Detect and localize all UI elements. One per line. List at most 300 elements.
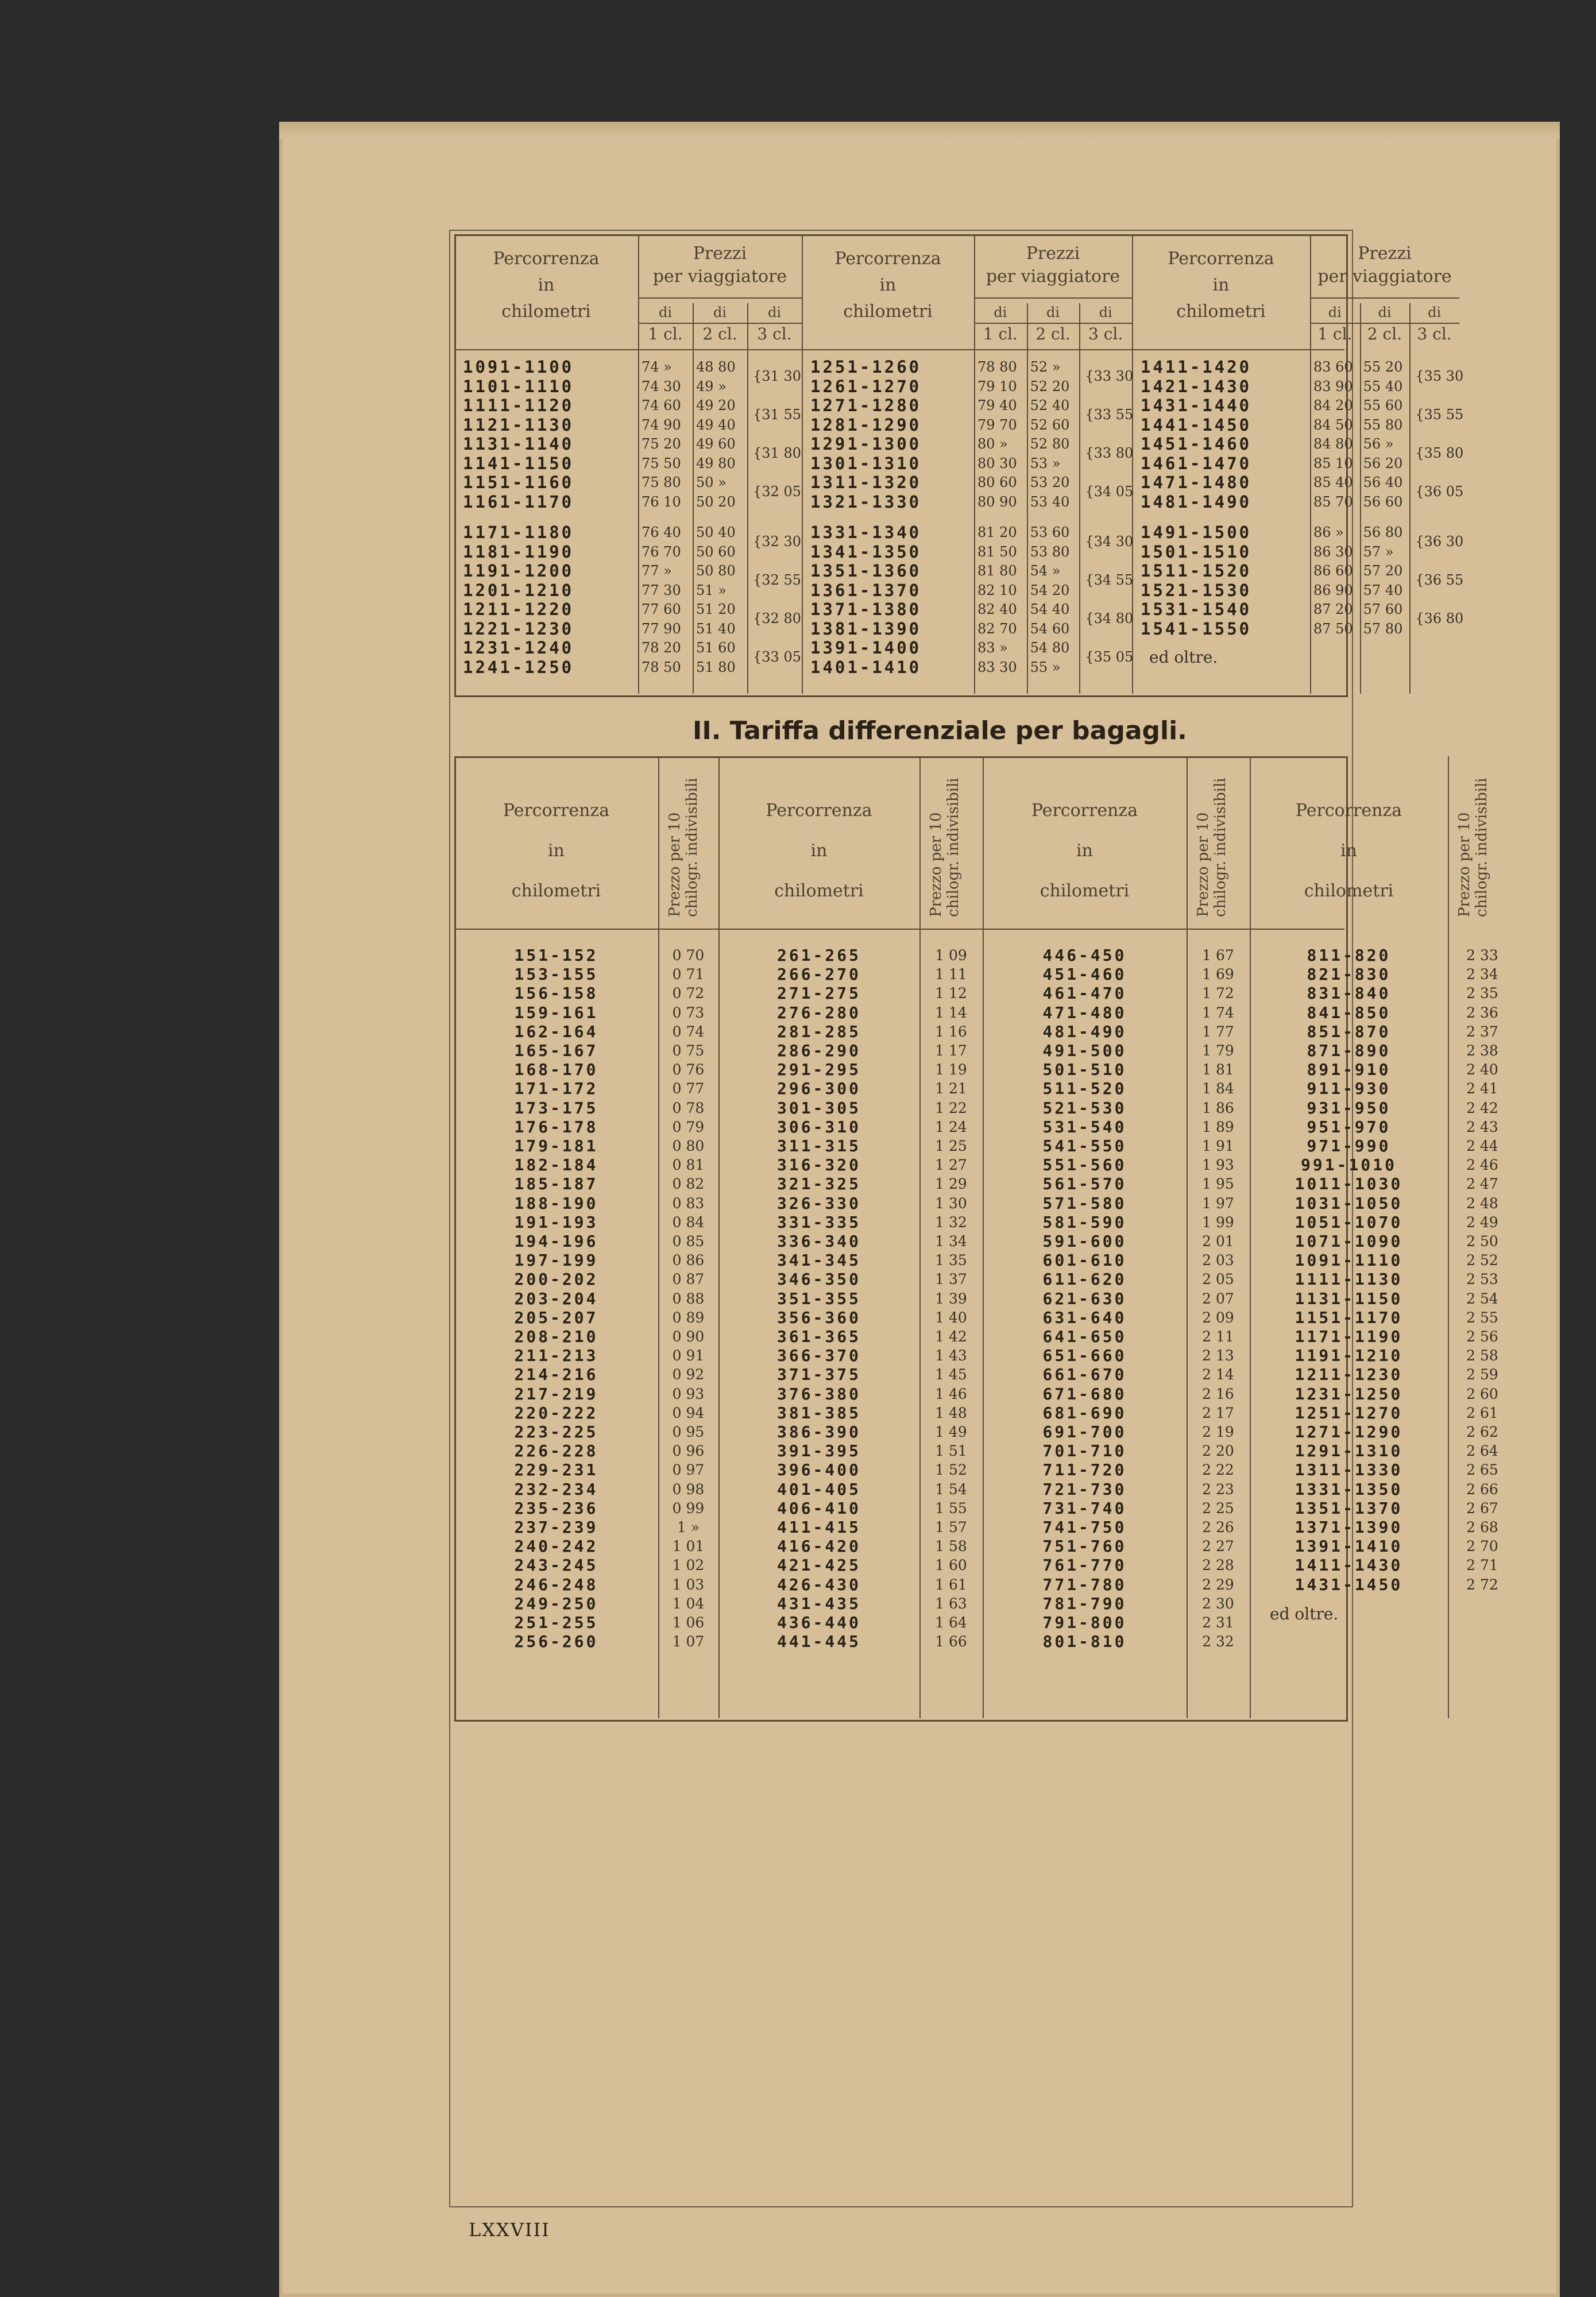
table2-route-range: 691-700 bbox=[1042, 1422, 1127, 1441]
table1-price-header: Prezzi per viaggiatore bbox=[652, 243, 787, 287]
table2-route-range: 601-610 bbox=[1042, 1251, 1127, 1270]
table2-price: 0 85 bbox=[672, 1233, 705, 1250]
table2-price: 2 68 bbox=[1466, 1519, 1498, 1536]
table2-route-range: 611-620 bbox=[1042, 1270, 1127, 1289]
table2-route-range: 821-830 bbox=[1307, 965, 1391, 984]
table2-route-range: 441-445 bbox=[776, 1632, 861, 1652]
table2-price: 0 83 bbox=[672, 1194, 705, 1212]
table2-price: 0 77 bbox=[672, 1080, 705, 1097]
table2-route-range: 991-1010 bbox=[1301, 1155, 1397, 1175]
table2-price: 1 32 bbox=[935, 1213, 967, 1231]
table2-route-range: 156-158 bbox=[514, 984, 598, 1003]
table2-route-range: 771-780 bbox=[1042, 1575, 1127, 1594]
table2-price: 0 87 bbox=[672, 1271, 705, 1288]
table1-first-class-fare: 82 70 bbox=[977, 620, 1017, 637]
table1-route-range: 1471-1480 bbox=[1141, 473, 1252, 492]
table1-second-class-fare: 53 80 bbox=[1030, 543, 1070, 560]
table2-route-range: 205-207 bbox=[514, 1308, 598, 1327]
table2-price: 2 55 bbox=[1466, 1309, 1498, 1326]
table2-price: 1 29 bbox=[935, 1175, 967, 1193]
table2-route-range: 203-204 bbox=[514, 1289, 598, 1308]
table2-route-range: 159-161 bbox=[514, 1003, 598, 1022]
table2-price: 2 26 bbox=[1202, 1519, 1234, 1536]
table2-price: 1 63 bbox=[935, 1595, 967, 1612]
table1-second-class-fare: 52 80 bbox=[1030, 436, 1070, 452]
table1-price-header: Prezzi per viaggiatore bbox=[986, 243, 1120, 287]
table2-route-range: 1371-1390 bbox=[1294, 1518, 1403, 1537]
table2-price: 0 84 bbox=[672, 1213, 705, 1231]
table2-price: 2 64 bbox=[1466, 1443, 1498, 1460]
table2-price: 2 32 bbox=[1202, 1633, 1234, 1650]
table2-price: 1 12 bbox=[935, 985, 967, 1002]
table1-route-range: 1131-1140 bbox=[463, 434, 574, 454]
table2-route-range: 311-315 bbox=[776, 1136, 861, 1155]
table1-route-range: 1431-1440 bbox=[1141, 396, 1252, 415]
table2-price: 1 66 bbox=[935, 1633, 967, 1650]
table1-route-range: 1331-1340 bbox=[810, 523, 922, 542]
table1-first-class-fare: 75 50 bbox=[642, 455, 681, 471]
table1-first-class-fare: 74 30 bbox=[642, 378, 681, 395]
table1-first-class-fare: 74 90 bbox=[642, 416, 681, 433]
table2-route-range: 266-270 bbox=[776, 965, 861, 984]
page-number: LXXVIII bbox=[469, 2219, 550, 2241]
table2-route-range: 226-228 bbox=[514, 1441, 598, 1461]
table2-price: 2 34 bbox=[1466, 966, 1498, 983]
table2-route-range: 791-800 bbox=[1042, 1613, 1127, 1632]
table2-route-range: 891-910 bbox=[1307, 1060, 1391, 1080]
table1-first-class-fare: 78 20 bbox=[642, 640, 681, 656]
table2-route-range: 376-380 bbox=[776, 1384, 861, 1403]
table2-price: 1 64 bbox=[935, 1614, 967, 1631]
table1-first-class-fare: 78 80 bbox=[977, 359, 1017, 375]
table2-price: 0 97 bbox=[672, 1461, 705, 1479]
table2-route-range: 208-210 bbox=[514, 1327, 598, 1346]
table1-third-class-fare: {32 55 bbox=[753, 572, 801, 588]
table2-route-range: 751-760 bbox=[1042, 1537, 1127, 1556]
table2-price: 1 42 bbox=[935, 1328, 967, 1345]
table1-first-class-fare: 86 90 bbox=[1313, 582, 1353, 598]
table1-third-class-fare: {35 55 bbox=[1415, 407, 1464, 423]
table2-price: 1 93 bbox=[1202, 1157, 1234, 1174]
table1-second-class-fare: 51 60 bbox=[696, 640, 736, 656]
table1-third-class-fare: {34 55 bbox=[1085, 572, 1134, 588]
table1-first-class-fare: 78 50 bbox=[642, 659, 681, 675]
table2-price: 1 45 bbox=[935, 1366, 967, 1383]
table2-price-header: Prezzo per 10 chilogr. indivisibili bbox=[928, 778, 962, 917]
book-page bbox=[279, 122, 1560, 2297]
table2-route-range: 331-335 bbox=[776, 1212, 861, 1232]
table2-price: 2 36 bbox=[1466, 1004, 1498, 1021]
table1-second-class-fare: 55 80 bbox=[1363, 416, 1403, 433]
table2-route-range: 336-340 bbox=[776, 1232, 861, 1251]
table2-price: 0 99 bbox=[672, 1499, 705, 1517]
table2-route-range: 541-550 bbox=[1042, 1136, 1127, 1155]
table2-price-header: Prezzo per 10 chilogr. indivisibili bbox=[1195, 778, 1229, 917]
table2-route-range: 153-155 bbox=[514, 965, 598, 984]
table2-route-range: 194-196 bbox=[514, 1232, 598, 1251]
table2-price: 0 76 bbox=[672, 1061, 705, 1078]
table1-route-range: 1311-1320 bbox=[810, 473, 922, 492]
table1-route-range: 1261-1270 bbox=[810, 376, 922, 396]
table1-second-class-fare: 52 40 bbox=[1030, 397, 1070, 413]
table1-second-class-fare: 54 80 bbox=[1030, 640, 1070, 656]
table2-price: 2 01 bbox=[1202, 1233, 1234, 1250]
table1-second-class-fare: 56 80 bbox=[1363, 524, 1403, 540]
table2-route-range: 781-790 bbox=[1042, 1594, 1127, 1613]
table1-route-range: 1481-1490 bbox=[1141, 492, 1252, 512]
table1-second-class-fare: 51 40 bbox=[696, 620, 736, 637]
table2-price: 1 79 bbox=[1202, 1042, 1234, 1059]
table2-route-range: 229-231 bbox=[514, 1460, 598, 1480]
table2-route-range: 1011-1030 bbox=[1294, 1174, 1403, 1194]
table2-route-range: 1151-1170 bbox=[1294, 1308, 1403, 1327]
table2-route-range: 621-630 bbox=[1042, 1289, 1127, 1308]
table2-route-range: 366-370 bbox=[776, 1346, 861, 1366]
table2-route-range: 1271-1290 bbox=[1294, 1422, 1403, 1441]
table2-price: 1 77 bbox=[1202, 1023, 1234, 1040]
table2-route-range: 391-395 bbox=[776, 1441, 861, 1461]
table2-price: 1 24 bbox=[935, 1118, 967, 1135]
table2-price-header: Prezzo per 10 chilogr. indivisibili bbox=[1456, 778, 1490, 917]
table1-third-class-fare: {31 55 bbox=[753, 407, 801, 423]
table1-route-range: 1381-1390 bbox=[810, 618, 922, 639]
table2-price: 2 71 bbox=[1466, 1557, 1498, 1574]
table2-route-range: 571-580 bbox=[1042, 1193, 1127, 1213]
table2-route-range: 551-560 bbox=[1042, 1155, 1127, 1175]
table2-price: 0 72 bbox=[672, 985, 705, 1002]
table2-price: 2 07 bbox=[1202, 1290, 1234, 1307]
table2-route-range: 731-740 bbox=[1042, 1498, 1127, 1518]
table2-price: 2 65 bbox=[1466, 1461, 1498, 1479]
table2-price: 2 27 bbox=[1202, 1538, 1234, 1555]
table2-price: 2 61 bbox=[1466, 1404, 1498, 1421]
table2-route-range: 1351-1370 bbox=[1294, 1498, 1403, 1518]
table1-route-range: 1451-1460 bbox=[1141, 434, 1252, 454]
table1-second-class-fare: 53 20 bbox=[1030, 474, 1070, 490]
table1-first-class-fare: 74 60 bbox=[642, 397, 681, 413]
table2-route-range: 1391-1410 bbox=[1294, 1537, 1403, 1556]
table2-route-range: 651-660 bbox=[1042, 1346, 1127, 1366]
table1-route-range: 1461-1470 bbox=[1141, 453, 1252, 473]
table1-first-class-fare: 77 » bbox=[642, 563, 672, 579]
table2-route-header: Percorrenza in chilometri bbox=[766, 801, 872, 901]
table1-second-class-fare: 56 » bbox=[1363, 436, 1394, 452]
table1-third-class-fare: {35 80 bbox=[1415, 445, 1464, 461]
table2-route-range: 831-840 bbox=[1307, 984, 1391, 1003]
table2-route-range: 281-285 bbox=[776, 1022, 861, 1041]
table1-second-class-fare: 50 » bbox=[696, 474, 726, 490]
table2-price: 0 86 bbox=[672, 1252, 705, 1269]
table1-second-class-fare: 57 60 bbox=[1363, 601, 1403, 617]
table2-route-range: 211-213 bbox=[514, 1346, 598, 1366]
table2-route-range: 436-440 bbox=[776, 1613, 861, 1632]
table1-second-class-fare: 52 » bbox=[1030, 359, 1061, 375]
table2-route-range: 426-430 bbox=[776, 1575, 861, 1594]
table2-price: 1 04 bbox=[672, 1595, 705, 1612]
table1-third-class-fare: {35 30 bbox=[1415, 368, 1464, 384]
table2-price: 1 25 bbox=[935, 1138, 967, 1154]
table1-class-divider bbox=[747, 303, 748, 694]
table1-third-class-fare: {33 30 bbox=[1085, 368, 1134, 384]
table1-class-header: di 2 cl. bbox=[1360, 302, 1410, 345]
table1-third-class-fare: {34 05 bbox=[1085, 484, 1134, 500]
table2-price: 2 38 bbox=[1466, 1042, 1498, 1059]
table1-route-range: 1231-1240 bbox=[463, 638, 574, 658]
table2-route-range: 841-850 bbox=[1307, 1003, 1391, 1022]
table2-route-range: 1211-1230 bbox=[1294, 1365, 1403, 1385]
table2-price: 2 37 bbox=[1466, 1023, 1498, 1040]
table2-route-range: 1291-1310 bbox=[1294, 1441, 1403, 1461]
table1-second-class-fare: 51 20 bbox=[696, 601, 736, 617]
table2-route-range: 220-222 bbox=[514, 1403, 598, 1422]
table2-price: 1 06 bbox=[672, 1614, 705, 1631]
table2-route-range: 1171-1190 bbox=[1294, 1327, 1403, 1346]
table1-first-class-fare: 86 » bbox=[1313, 524, 1344, 540]
table1-first-class-fare: 84 20 bbox=[1313, 397, 1353, 413]
table1-route-range: 1501-1510 bbox=[1141, 542, 1252, 562]
table1-class-header: di 1 cl. bbox=[638, 302, 693, 345]
table2-price: 1 89 bbox=[1202, 1118, 1234, 1135]
table2-route-range: 481-490 bbox=[1042, 1022, 1127, 1041]
table1-route-range: 1111-1120 bbox=[463, 396, 574, 415]
table1-footer-note: ed oltre. bbox=[1149, 648, 1218, 667]
table2-price: 2 25 bbox=[1202, 1499, 1234, 1517]
table2-route-range: 511-520 bbox=[1042, 1079, 1127, 1099]
table2-route-range: 561-570 bbox=[1042, 1174, 1127, 1194]
table2-price: 2 13 bbox=[1202, 1347, 1234, 1364]
table2-price: 0 91 bbox=[672, 1347, 705, 1364]
table1-first-class-fare: 75 80 bbox=[642, 474, 681, 490]
table2-route-range: 1251-1270 bbox=[1294, 1403, 1403, 1422]
table2-price: 1 14 bbox=[935, 1004, 967, 1021]
table2-price: 2 70 bbox=[1466, 1538, 1498, 1555]
table1-route-range: 1221-1230 bbox=[463, 618, 574, 639]
table2-route-range: 271-275 bbox=[776, 984, 861, 1003]
table2-price: 2 33 bbox=[1466, 947, 1498, 964]
table2-price: 2 56 bbox=[1466, 1328, 1498, 1345]
table2-route-range: 406-410 bbox=[776, 1498, 861, 1518]
table1-header-rule bbox=[454, 349, 1344, 350]
table1-third-class-fare: {35 05 bbox=[1085, 649, 1134, 665]
table1-second-class-fare: 49 20 bbox=[696, 397, 736, 413]
table2-price: 1 37 bbox=[935, 1271, 967, 1288]
table2-price: 2 48 bbox=[1466, 1194, 1498, 1212]
table1-route-range: 1541-1550 bbox=[1141, 618, 1252, 639]
table1-class-divider bbox=[1079, 303, 1080, 694]
table1-route-range: 1391-1400 bbox=[810, 638, 922, 658]
table1-second-class-fare: 53 60 bbox=[1030, 524, 1070, 540]
table2-header-rule bbox=[454, 929, 1344, 930]
table1-class-header: di 3 cl. bbox=[747, 302, 802, 345]
table1-second-class-fare: 54 20 bbox=[1030, 582, 1070, 598]
table2-price: 2 41 bbox=[1466, 1080, 1498, 1097]
table1-route-range: 1511-1520 bbox=[1141, 561, 1252, 581]
table2-route-range: 301-305 bbox=[776, 1098, 861, 1117]
table2-price: 2 43 bbox=[1466, 1118, 1498, 1135]
table1-first-class-fare: 80 30 bbox=[977, 455, 1017, 471]
table1-second-class-fare: 57 40 bbox=[1363, 582, 1403, 598]
table1-price-subrule bbox=[1310, 297, 1459, 299]
table1-third-class-fare: {33 80 bbox=[1085, 445, 1134, 461]
table2-route-range: 321-325 bbox=[776, 1174, 861, 1194]
table2-route-range: 1411-1430 bbox=[1294, 1556, 1403, 1575]
table2-route-range: 326-330 bbox=[776, 1193, 861, 1213]
table1-second-class-fare: 54 » bbox=[1030, 563, 1061, 579]
table1-class-header: di 2 cl. bbox=[693, 302, 747, 345]
table2-route-range: 951-970 bbox=[1307, 1117, 1391, 1136]
table2-price: 1 72 bbox=[1202, 985, 1234, 1002]
table1-first-class-fare: 83 » bbox=[977, 640, 1008, 656]
table2-price: 2 22 bbox=[1202, 1461, 1234, 1479]
table2-price: 0 79 bbox=[672, 1118, 705, 1135]
table2-route-header: Percorrenza in chilometri bbox=[1031, 801, 1138, 901]
table1-route-range: 1411-1420 bbox=[1141, 357, 1252, 377]
table1-route-range: 1181-1190 bbox=[463, 542, 574, 562]
table1-second-class-fare: 50 40 bbox=[696, 524, 736, 540]
table1-first-class-fare: 81 50 bbox=[977, 543, 1017, 560]
table2-price: 2 72 bbox=[1466, 1576, 1498, 1593]
table1-first-class-fare: 84 80 bbox=[1313, 436, 1353, 452]
table2-price: 2 30 bbox=[1202, 1595, 1234, 1612]
table2-price: 2 44 bbox=[1466, 1138, 1498, 1154]
table1-second-class-fare: 55 20 bbox=[1363, 359, 1403, 375]
baggage-table-title: II. Tariffa differenziale per bagagli. bbox=[693, 716, 1187, 745]
table2-price: 1 91 bbox=[1202, 1138, 1234, 1154]
table1-third-class-fare: {36 55 bbox=[1415, 572, 1464, 588]
table2-route-range: 243-245 bbox=[514, 1556, 598, 1575]
table2-route-range: 631-640 bbox=[1042, 1308, 1127, 1327]
table2-price: 1 » bbox=[677, 1519, 700, 1536]
table1-route-range: 1171-1180 bbox=[463, 523, 574, 542]
table2-price: 1 97 bbox=[1202, 1194, 1234, 1212]
table2-price: 0 93 bbox=[672, 1385, 705, 1402]
table1-second-class-fare: 51 80 bbox=[696, 659, 736, 675]
table2-route-range: 1231-1250 bbox=[1294, 1384, 1403, 1403]
table1-second-class-fare: 49 60 bbox=[696, 436, 736, 452]
table2-route-range: 971-990 bbox=[1307, 1136, 1391, 1155]
table2-route-range: 1051-1070 bbox=[1294, 1212, 1403, 1232]
table2-price: 1 60 bbox=[935, 1557, 967, 1574]
table1-route-range: 1421-1430 bbox=[1141, 376, 1252, 396]
table2-price: 1 48 bbox=[935, 1404, 967, 1421]
table2-price: 1 22 bbox=[935, 1099, 967, 1116]
table1-class-header: di 1 cl. bbox=[974, 302, 1027, 345]
table2-route-range: 1091-1110 bbox=[1294, 1251, 1403, 1270]
table2-route-range: 356-360 bbox=[776, 1308, 861, 1327]
table2-route-range: 931-950 bbox=[1307, 1098, 1391, 1117]
table2-price: 2 05 bbox=[1202, 1271, 1234, 1288]
table1-route-range: 1301-1310 bbox=[810, 453, 922, 473]
table2-price: 0 78 bbox=[672, 1099, 705, 1116]
table1-second-class-fare: 51 » bbox=[696, 582, 726, 598]
table2-price: 1 16 bbox=[935, 1023, 967, 1040]
table1-first-class-fare: 80 » bbox=[977, 436, 1008, 452]
table2-price: 1 95 bbox=[1202, 1175, 1234, 1193]
table1-third-class-fare: {36 80 bbox=[1415, 610, 1464, 627]
table1-third-class-fare: {32 80 bbox=[753, 610, 801, 627]
table1-route-range: 1281-1290 bbox=[810, 415, 922, 435]
table2-price: 1 07 bbox=[672, 1633, 705, 1650]
table2-price: 0 92 bbox=[672, 1366, 705, 1383]
table2-price: 2 62 bbox=[1466, 1424, 1498, 1440]
table2-route-range: 171-172 bbox=[514, 1079, 598, 1099]
table2-price: 2 67 bbox=[1466, 1499, 1498, 1517]
table2-route-range: 446-450 bbox=[1042, 946, 1127, 965]
table2-route-range: 296-300 bbox=[776, 1079, 861, 1099]
table1-first-class-fare: 79 70 bbox=[977, 416, 1017, 433]
table1-second-class-fare: 50 20 bbox=[696, 493, 736, 510]
table2-price: 1 81 bbox=[1202, 1061, 1234, 1078]
table2-route-range: 185-187 bbox=[514, 1174, 598, 1194]
table2-route-range: 396-400 bbox=[776, 1460, 861, 1480]
table2-route-range: 235-236 bbox=[514, 1498, 598, 1518]
table2-price: 2 49 bbox=[1466, 1213, 1498, 1231]
table1-third-class-fare: {33 55 bbox=[1085, 407, 1134, 423]
table1-route-range: 1401-1410 bbox=[810, 657, 922, 677]
table2-price: 1 11 bbox=[935, 966, 967, 983]
table2-route-range: 346-350 bbox=[776, 1270, 861, 1289]
table1-second-class-fare: 53 40 bbox=[1030, 493, 1070, 510]
table1-class-header: di 1 cl. bbox=[1310, 302, 1360, 345]
table2-route-range: 306-310 bbox=[776, 1117, 861, 1136]
table2-route-range: 711-720 bbox=[1042, 1460, 1127, 1480]
table1-first-class-fare: 84 50 bbox=[1313, 416, 1353, 433]
table2-price: 2 54 bbox=[1466, 1290, 1498, 1307]
table2-route-range: 151-152 bbox=[514, 946, 598, 965]
table2-route-range: 701-710 bbox=[1042, 1441, 1127, 1461]
table1-route-range: 1271-1280 bbox=[810, 396, 922, 415]
table1-second-class-fare: 57 20 bbox=[1363, 563, 1403, 579]
table1-second-class-fare: 54 60 bbox=[1030, 620, 1070, 637]
table1-second-class-fare: 56 40 bbox=[1363, 474, 1403, 490]
table2-price: 1 43 bbox=[935, 1347, 967, 1364]
table2-price: 2 60 bbox=[1466, 1385, 1498, 1402]
table2-price: 2 58 bbox=[1466, 1347, 1498, 1364]
table1-second-class-fare: 50 80 bbox=[696, 563, 736, 579]
table2-price: 0 96 bbox=[672, 1443, 705, 1460]
table2-price: 0 98 bbox=[672, 1480, 705, 1498]
table1-first-class-fare: 76 40 bbox=[642, 524, 681, 540]
table1-route-range: 1351-1360 bbox=[810, 561, 922, 581]
table2-price: 2 59 bbox=[1466, 1366, 1498, 1383]
table2-route-range: 416-420 bbox=[776, 1537, 861, 1556]
table2-price: 1 39 bbox=[935, 1290, 967, 1307]
table1-third-class-fare: {31 80 bbox=[753, 445, 801, 461]
table1-third-class-fare: {32 30 bbox=[753, 533, 801, 550]
table1-first-class-fare: 80 90 bbox=[977, 493, 1017, 510]
table2-route-range: 871-890 bbox=[1307, 1041, 1391, 1060]
table2-route-header: Percorrenza in chilometri bbox=[503, 801, 610, 901]
table2-price: 0 75 bbox=[672, 1042, 705, 1059]
table2-route-range: 200-202 bbox=[514, 1270, 598, 1289]
table2-route-range: 801-810 bbox=[1042, 1632, 1127, 1652]
table2-route-range: 240-242 bbox=[514, 1537, 598, 1556]
table1-route-range: 1361-1370 bbox=[810, 580, 922, 600]
table2-price: 2 16 bbox=[1202, 1385, 1234, 1402]
table2-route-range: 256-260 bbox=[514, 1632, 598, 1652]
table2-price: 0 73 bbox=[672, 1004, 705, 1021]
table2-price: 1 27 bbox=[935, 1157, 967, 1174]
table1-route-range: 1161-1170 bbox=[463, 492, 574, 512]
table2-route-range: 286-290 bbox=[776, 1041, 861, 1060]
table2-route-range: 1131-1150 bbox=[1294, 1289, 1403, 1308]
table2-route-range: 341-345 bbox=[776, 1251, 861, 1270]
table2-price: 1 54 bbox=[935, 1480, 967, 1498]
table1-first-class-fare: 79 40 bbox=[977, 397, 1017, 413]
table1-third-class-fare: {31 30 bbox=[753, 368, 801, 384]
table1-third-class-fare: {33 05 bbox=[753, 649, 801, 665]
table2-route-range: 411-415 bbox=[776, 1518, 861, 1537]
